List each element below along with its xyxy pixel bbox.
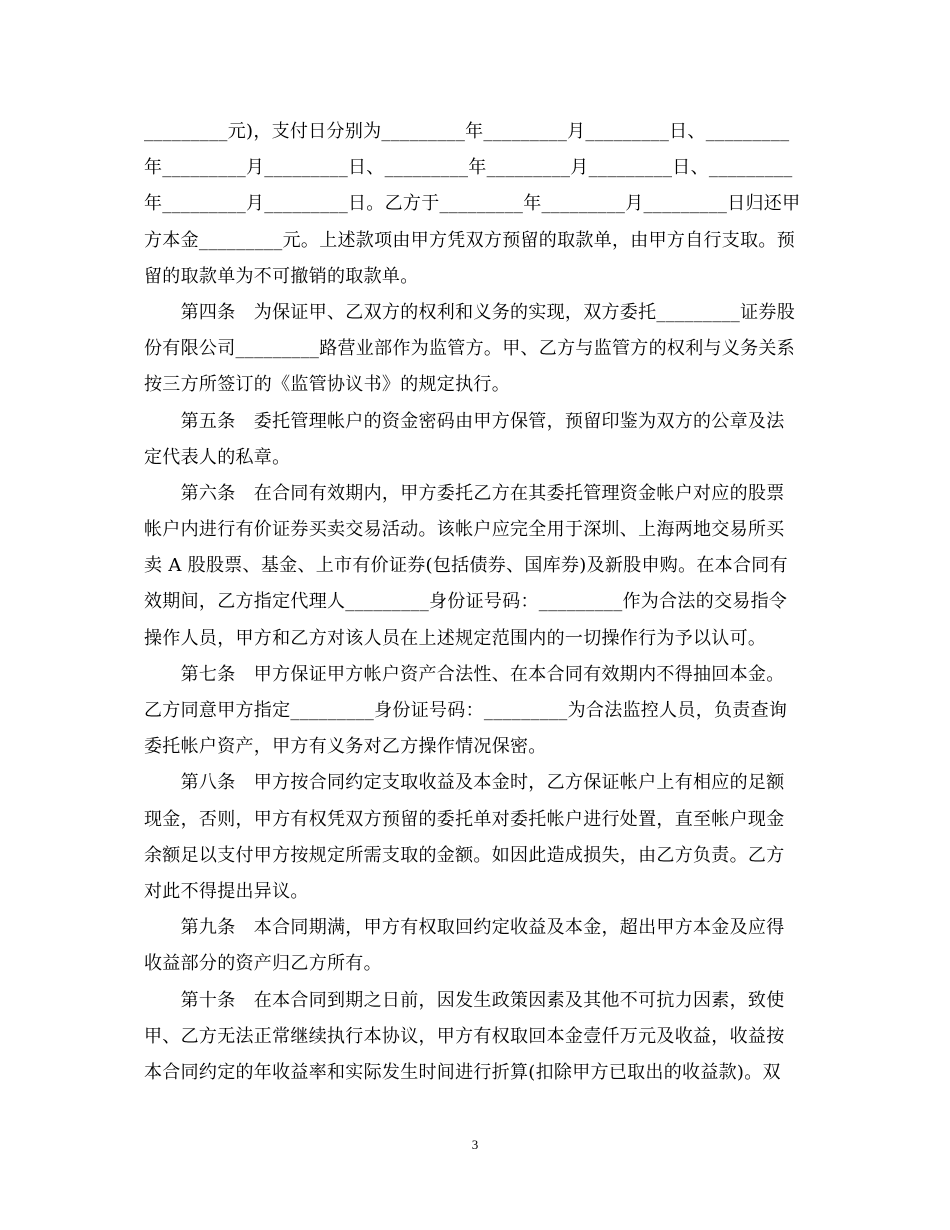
text-line: 年_________月_________日、_________年_________月_________日、_________ bbox=[144, 157, 793, 179]
text-line: 第六条 在合同有效期内，甲方委托乙方在其委托管理资金帐户对应的股票 bbox=[144, 482, 785, 504]
text-line: 对此不得提出异议。 bbox=[144, 880, 309, 902]
text-line: 第九条 本合同期满，甲方有权取回约定收益及本金，超出甲方本金及应得 bbox=[144, 917, 785, 939]
text-line: 第十条 在本合同到期之日前，因发生政策因素及其他不可抗力因素，致使 bbox=[144, 989, 785, 1011]
document-body bbox=[144, 114, 804, 1091]
text-line: 定代表人的私章。 bbox=[144, 446, 291, 468]
text-line: 第五条 委托管理帐户的资金密码由甲方保管，预留印鉴为双方的公章及法 bbox=[144, 410, 785, 432]
text-line: 份有限公司_________路营业部作为监管方。甲、乙方与监管方的权利与义务关系 bbox=[144, 338, 795, 360]
paragraph-clause-10 bbox=[144, 983, 804, 1092]
text-line: 效期间，乙方指定代理人_________身份证号码：_________作为合法的交易指令 bbox=[144, 591, 788, 613]
paragraph-clause-5 bbox=[144, 404, 804, 476]
text-line: 留的取款单为不可撤销的取款单。 bbox=[144, 265, 419, 287]
text-line: 第七条 甲方保证甲方帐户资产合法性、在本合同有效期内不得抽回本金。 bbox=[144, 663, 785, 685]
text-line: 卖 A 股股票、基金、上市有价证券(包括债券、国库券)及新股申购。在本合同有 bbox=[144, 555, 788, 577]
paragraph-clause-4 bbox=[144, 295, 804, 404]
text-line: _________元)，支付日分别为_________年_________月_________日、_________ bbox=[144, 121, 790, 142]
text-line: 本合同约定的年收益率和实际发生时间进行折算(扣除甲方已取出的收益款)。双 bbox=[144, 1061, 781, 1083]
text-line: 操作人员，甲方和乙方对该人员在上述规定范围内的一切操作行为予以认可。 bbox=[144, 627, 767, 649]
paragraph-clause-7 bbox=[144, 657, 804, 766]
paragraph-clause-9 bbox=[144, 910, 804, 982]
text-line: 乙方同意甲方指定_________身份证号码：_________为合法监控人员，负责查询 bbox=[144, 700, 788, 721]
text-line: 甲、乙方无法正常继续执行本协议，甲方有权取回本金壹仟万元及收益，收益按 bbox=[144, 1025, 785, 1047]
text-line: 现金，否则，甲方有权凭双方预留的委托单对委托帐户进行处置，直至帐户现金 bbox=[144, 808, 785, 830]
paragraph-clause-6 bbox=[144, 476, 804, 657]
text-line: 第八条 甲方按合同约定支取收益及本金时，乙方保证帐户上有相应的足额 bbox=[144, 772, 785, 794]
text-line: 收益部分的资产归乙方所有。 bbox=[144, 953, 382, 975]
paragraph-clause-3-cont bbox=[144, 114, 804, 295]
text-line: 年_________月_________日。乙方于_________年_________月_________日归还甲 bbox=[144, 193, 801, 215]
text-line: 余额足以支付甲方按规定所需支取的金额。如因此造成损失，由乙方负责。乙方 bbox=[144, 844, 785, 866]
text-line: 按三方所签订的《监管协议书》的规定执行。 bbox=[144, 374, 510, 396]
text-line: 帐户内进行有价证券买卖交易活动。该帐户应完全用于深圳、上海两地交易所买 bbox=[144, 519, 785, 541]
text-line: 第四条 为保证甲、乙双方的权利和义务的实现，双方委托_________证券股 bbox=[144, 301, 795, 323]
paragraph-clause-8 bbox=[144, 765, 804, 910]
text-line: 方本金_________元。上述款项由甲方凭双方预留的取款单，由甲方自行支取。预 bbox=[144, 229, 795, 251]
page-number: 3 bbox=[471, 1137, 479, 1152]
text-line: 委托帐户资产，甲方有义务对乙方操作情况保密。 bbox=[144, 736, 547, 758]
